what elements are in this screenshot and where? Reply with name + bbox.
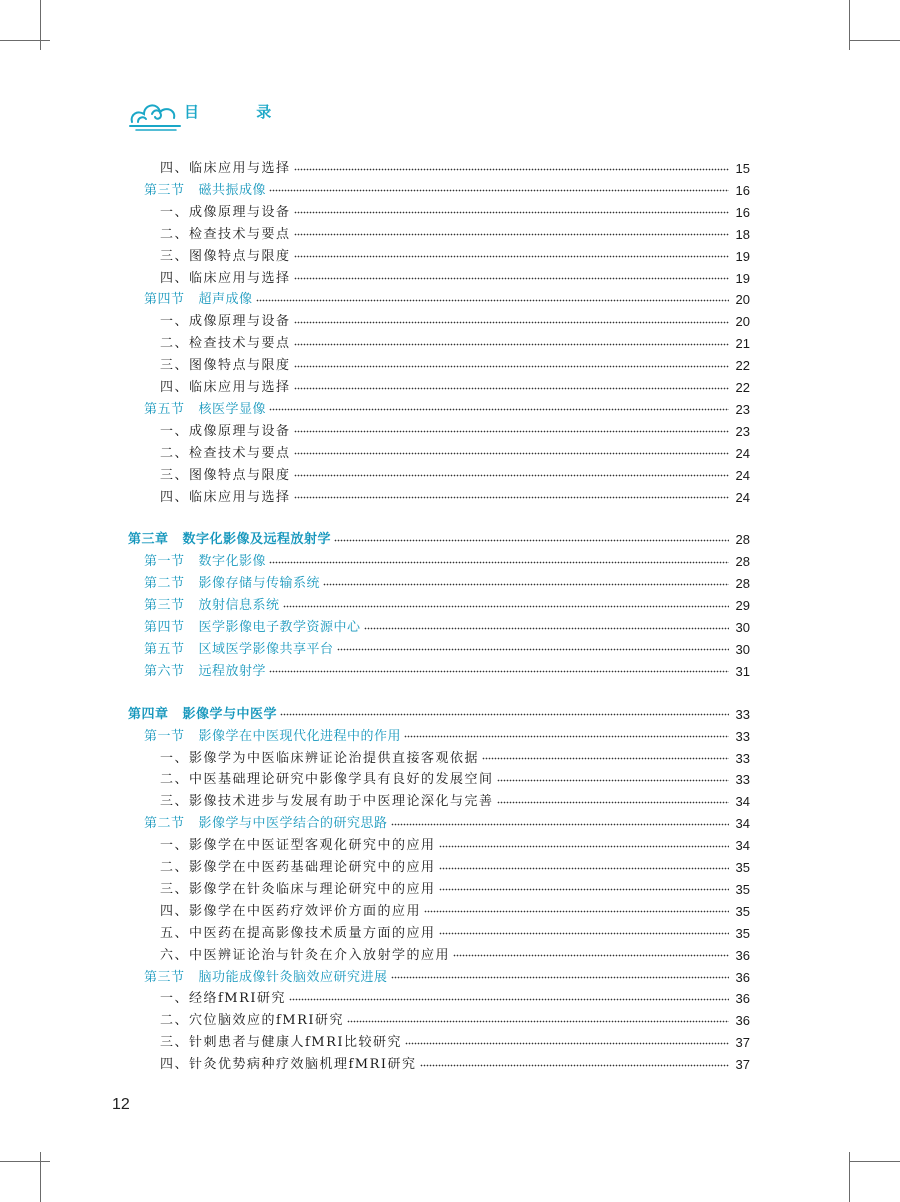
toc-section[interactable] <box>128 726 750 748</box>
dot-leader <box>269 557 729 567</box>
section-title: 影像存储与传输系统 <box>198 576 321 592</box>
toc-page-number: 18 <box>735 226 750 242</box>
toc-page-number: 30 <box>735 641 750 657</box>
dot-leader <box>269 405 729 415</box>
toc-item[interactable] <box>128 879 750 901</box>
section-title: 脑功能成像针灸脑效应研究进展 <box>198 969 388 985</box>
dot-leader <box>453 951 729 961</box>
toc-item-label: 三、针刺患者与健康人fMRI比较研究 <box>160 1035 403 1051</box>
toc-item-label: 二、影像学在中医药基础理论研究中的应用 <box>160 860 436 875</box>
toc-section-label <box>128 595 280 617</box>
toc-item-label: 二、检查技术与要点 <box>160 445 291 461</box>
dot-leader <box>294 471 729 481</box>
toc-item[interactable] <box>128 311 750 333</box>
dot-leader <box>439 929 729 939</box>
toc-item-label: 二、检查技术与要点 <box>160 336 291 352</box>
toc-page-number: 34 <box>735 816 750 832</box>
toc-section-label <box>128 551 266 573</box>
toc-item[interactable] <box>128 246 750 268</box>
dot-leader <box>439 863 729 873</box>
toc-page-number: 28 <box>735 532 750 548</box>
dot-leader <box>334 535 729 545</box>
toc-item[interactable] <box>128 158 750 180</box>
dot-leader <box>405 1038 729 1048</box>
toc-page-number: 16 <box>735 204 750 220</box>
dot-leader <box>294 317 729 327</box>
toc-page-number: 33 <box>735 706 750 722</box>
section-number: 第五节 <box>144 641 185 657</box>
toc-page-number: 29 <box>735 598 750 614</box>
dot-leader <box>439 885 729 895</box>
section-number: 第二节 <box>144 816 185 832</box>
toc-section-label <box>128 617 361 639</box>
section-title: 影像学与中医学结合的研究思路 <box>198 816 388 832</box>
dot-leader <box>280 710 729 720</box>
toc-section[interactable] <box>128 639 750 661</box>
dot-leader <box>283 601 729 611</box>
toc-item[interactable] <box>128 224 750 246</box>
toc-item-label: 二、中医基础理论研究中影像学具有良好的发展空间 <box>160 772 494 788</box>
toc-item-label: 一、影像学在中医证型客观化研究中的应用 <box>160 838 436 854</box>
section-number: 第四节 <box>144 292 185 308</box>
section-number: 第二节 <box>144 576 185 592</box>
toc-item[interactable] <box>128 791 750 813</box>
dot-leader <box>404 732 729 742</box>
toc-chapter[interactable] <box>128 704 750 726</box>
toc-item-label: 一、成像原理与设备 <box>160 423 291 439</box>
dot-leader <box>347 1016 729 1026</box>
section-title: 数字化影像 <box>198 554 267 570</box>
dot-leader <box>391 973 729 983</box>
page-title: 目 录 <box>184 103 298 121</box>
section-number: 第六节 <box>144 663 185 679</box>
dot-leader <box>424 907 729 917</box>
dot-leader <box>294 449 729 459</box>
toc-page-number: 28 <box>735 576 750 592</box>
toc-section[interactable] <box>128 289 750 311</box>
dot-leader <box>294 208 729 218</box>
toc-item-label: 四、临床应用与选择 <box>160 161 291 176</box>
toc-section[interactable] <box>128 617 750 639</box>
toc-item[interactable] <box>128 377 750 399</box>
toc-item-label: 四、临床应用与选择 <box>160 489 291 505</box>
toc-page-number: 33 <box>735 728 750 744</box>
toc-page-number: 21 <box>735 336 750 352</box>
section-number: 第一节 <box>144 554 185 570</box>
toc-item[interactable] <box>128 202 750 224</box>
toc-section-label <box>128 813 388 835</box>
chapter-title: 影像学与中医学 <box>182 706 278 722</box>
toc-chapter-label <box>128 529 331 551</box>
dot-leader <box>269 186 729 196</box>
toc-item-label: 一、成像原理与设备 <box>160 204 291 220</box>
chapter-number: 第三章 <box>128 532 169 548</box>
toc-item-label: 四、临床应用与选择 <box>160 380 291 395</box>
dot-leader <box>294 361 729 371</box>
dot-leader <box>439 841 729 851</box>
dot-leader <box>269 667 729 677</box>
toc-item[interactable] <box>128 945 750 967</box>
toc-page-number: 37 <box>735 1035 750 1051</box>
toc-section[interactable] <box>128 551 750 573</box>
toc-page-number: 36 <box>735 969 750 985</box>
dot-leader <box>289 994 729 1004</box>
toc-page-number: 22 <box>735 358 750 374</box>
toc-item[interactable] <box>128 1032 750 1054</box>
toc-section-label <box>128 639 334 661</box>
toc-item[interactable] <box>128 355 750 377</box>
toc-page-number: 34 <box>735 838 750 854</box>
section-number: 第五节 <box>144 401 185 417</box>
toc-page-number: 35 <box>735 881 750 897</box>
toc-section[interactable] <box>128 967 750 989</box>
chapter-number: 第四章 <box>128 706 169 722</box>
toc-item[interactable] <box>128 1054 750 1076</box>
toc-item[interactable] <box>128 988 750 1010</box>
dot-leader <box>497 797 729 807</box>
toc-page-number: 31 <box>735 663 750 679</box>
toc-page-number: 24 <box>735 489 750 505</box>
toc-chapter-label <box>128 704 277 726</box>
toc-page-number: 19 <box>735 248 750 264</box>
section-number: 第三节 <box>144 182 185 198</box>
toc-page-number: 24 <box>735 467 750 483</box>
toc-item[interactable] <box>128 857 750 879</box>
toc-page-number: 37 <box>735 1057 750 1073</box>
section-title: 医学影像电子教学资源中心 <box>198 620 361 635</box>
dot-leader <box>294 164 729 174</box>
toc-page-number: 19 <box>735 270 750 286</box>
toc-chapter[interactable] <box>128 529 750 551</box>
dot-leader <box>497 775 729 785</box>
toc-page-number: 30 <box>735 620 750 635</box>
toc-item[interactable] <box>128 923 750 945</box>
section-title: 超声成像 <box>198 292 253 308</box>
section-title: 区域医学影像共享平台 <box>198 641 334 657</box>
toc-section-label <box>128 967 388 989</box>
toc-item[interactable] <box>128 835 750 857</box>
toc-section[interactable] <box>128 595 750 617</box>
toc-item[interactable] <box>128 1010 750 1032</box>
toc-page-number: 33 <box>735 750 750 766</box>
toc-page-number: 24 <box>735 445 750 461</box>
toc-item-label: 三、图像特点与限度 <box>160 248 291 264</box>
toc-section[interactable] <box>128 180 750 202</box>
toc-section-label <box>128 573 320 595</box>
section-title: 影像学在中医现代化进程中的作用 <box>198 728 402 744</box>
toc-section-label <box>128 289 253 311</box>
toc-section[interactable] <box>128 813 750 835</box>
section-number: 第一节 <box>144 728 185 744</box>
toc-page-number: 23 <box>735 423 750 439</box>
toc-item-label: 四、影像学在中医药疗效评价方面的应用 <box>160 903 422 919</box>
toc-section[interactable] <box>128 399 750 421</box>
toc-item-label: 一、影像学为中医临床辨证论治提供直接客观依据 <box>160 750 480 766</box>
toc-page-number: 36 <box>735 991 750 1007</box>
dot-leader <box>391 819 729 829</box>
page-number: 12 <box>112 1096 130 1113</box>
toc-section-label <box>128 399 266 421</box>
dot-leader <box>323 579 729 589</box>
toc-section[interactable] <box>128 661 750 683</box>
section-title: 核医学显像 <box>198 401 267 417</box>
dot-leader <box>364 623 729 633</box>
dot-leader <box>294 274 729 284</box>
toc-page-number: 15 <box>735 161 750 176</box>
section-number: 第三节 <box>144 598 185 614</box>
dot-leader <box>256 295 729 305</box>
toc-section[interactable] <box>128 573 750 595</box>
toc-page-number: 35 <box>735 925 750 941</box>
toc-page-number: 16 <box>735 182 750 198</box>
toc-page-number: 28 <box>735 554 750 570</box>
toc-page-number: 35 <box>735 860 750 875</box>
toc-item-label: 三、影像技术进步与发展有助于中医理论深化与完善 <box>160 794 494 810</box>
toc-section-label <box>128 180 266 202</box>
section-title: 磁共振成像 <box>198 182 267 198</box>
dot-leader <box>482 754 729 764</box>
toc-item[interactable] <box>128 487 750 509</box>
toc-page-number: 33 <box>735 772 750 788</box>
toc-item-label: 四、针灸优势病种疗效脑机理fMRI研究 <box>160 1057 417 1073</box>
section-number: 第三节 <box>144 969 185 985</box>
toc-item[interactable] <box>128 465 750 487</box>
toc-item-label: 三、影像学在针灸临床与理论研究中的应用 <box>160 881 436 897</box>
toc-item-label: 四、临床应用与选择 <box>160 270 291 286</box>
dot-leader <box>294 427 729 437</box>
toc-page-number: 20 <box>735 292 750 308</box>
toc-page-number: 35 <box>735 903 750 919</box>
dot-leader <box>294 493 729 503</box>
toc-page-number: 36 <box>735 947 750 963</box>
toc-page-number: 22 <box>735 380 750 395</box>
chapter-title: 数字化影像及远程放射学 <box>182 532 332 548</box>
toc-item-label: 三、图像特点与限度 <box>160 467 291 483</box>
toc-item[interactable] <box>128 421 750 443</box>
dot-leader <box>294 252 729 262</box>
dot-leader <box>294 339 729 349</box>
toc-item-label: 一、成像原理与设备 <box>160 314 291 330</box>
toc-item[interactable] <box>128 333 750 355</box>
toc-item-label: 五、中医药在提高影像技术质量方面的应用 <box>160 925 436 941</box>
toc-item[interactable] <box>128 443 750 465</box>
toc-section-label <box>128 661 266 683</box>
toc-item-label: 二、穴位脑效应的fMRI研究 <box>160 1013 345 1029</box>
dot-leader <box>337 645 729 655</box>
section-number: 第四节 <box>144 620 185 635</box>
toc-page-number: 34 <box>735 794 750 810</box>
toc-section-label <box>128 726 401 748</box>
dot-leader <box>294 230 729 240</box>
section-title: 远程放射学 <box>198 663 267 679</box>
toc-item[interactable] <box>128 748 750 770</box>
toc-item[interactable] <box>128 268 750 290</box>
toc-item-label: 三、图像特点与限度 <box>160 358 291 374</box>
dot-leader <box>294 383 729 393</box>
toc-page-number: 36 <box>735 1013 750 1029</box>
toc-page-number: 23 <box>735 401 750 417</box>
toc-item-label: 一、经络fMRI研究 <box>160 991 287 1007</box>
toc-item-label: 二、检查技术与要点 <box>160 226 291 242</box>
toc-item[interactable] <box>128 901 750 923</box>
section-title: 放射信息系统 <box>198 598 280 614</box>
toc-item[interactable] <box>128 769 750 791</box>
toc-item-label: 六、中医辨证论治与针灸在介入放射学的应用 <box>160 947 451 963</box>
dot-leader <box>420 1060 729 1070</box>
toc-page-number: 20 <box>735 314 750 330</box>
